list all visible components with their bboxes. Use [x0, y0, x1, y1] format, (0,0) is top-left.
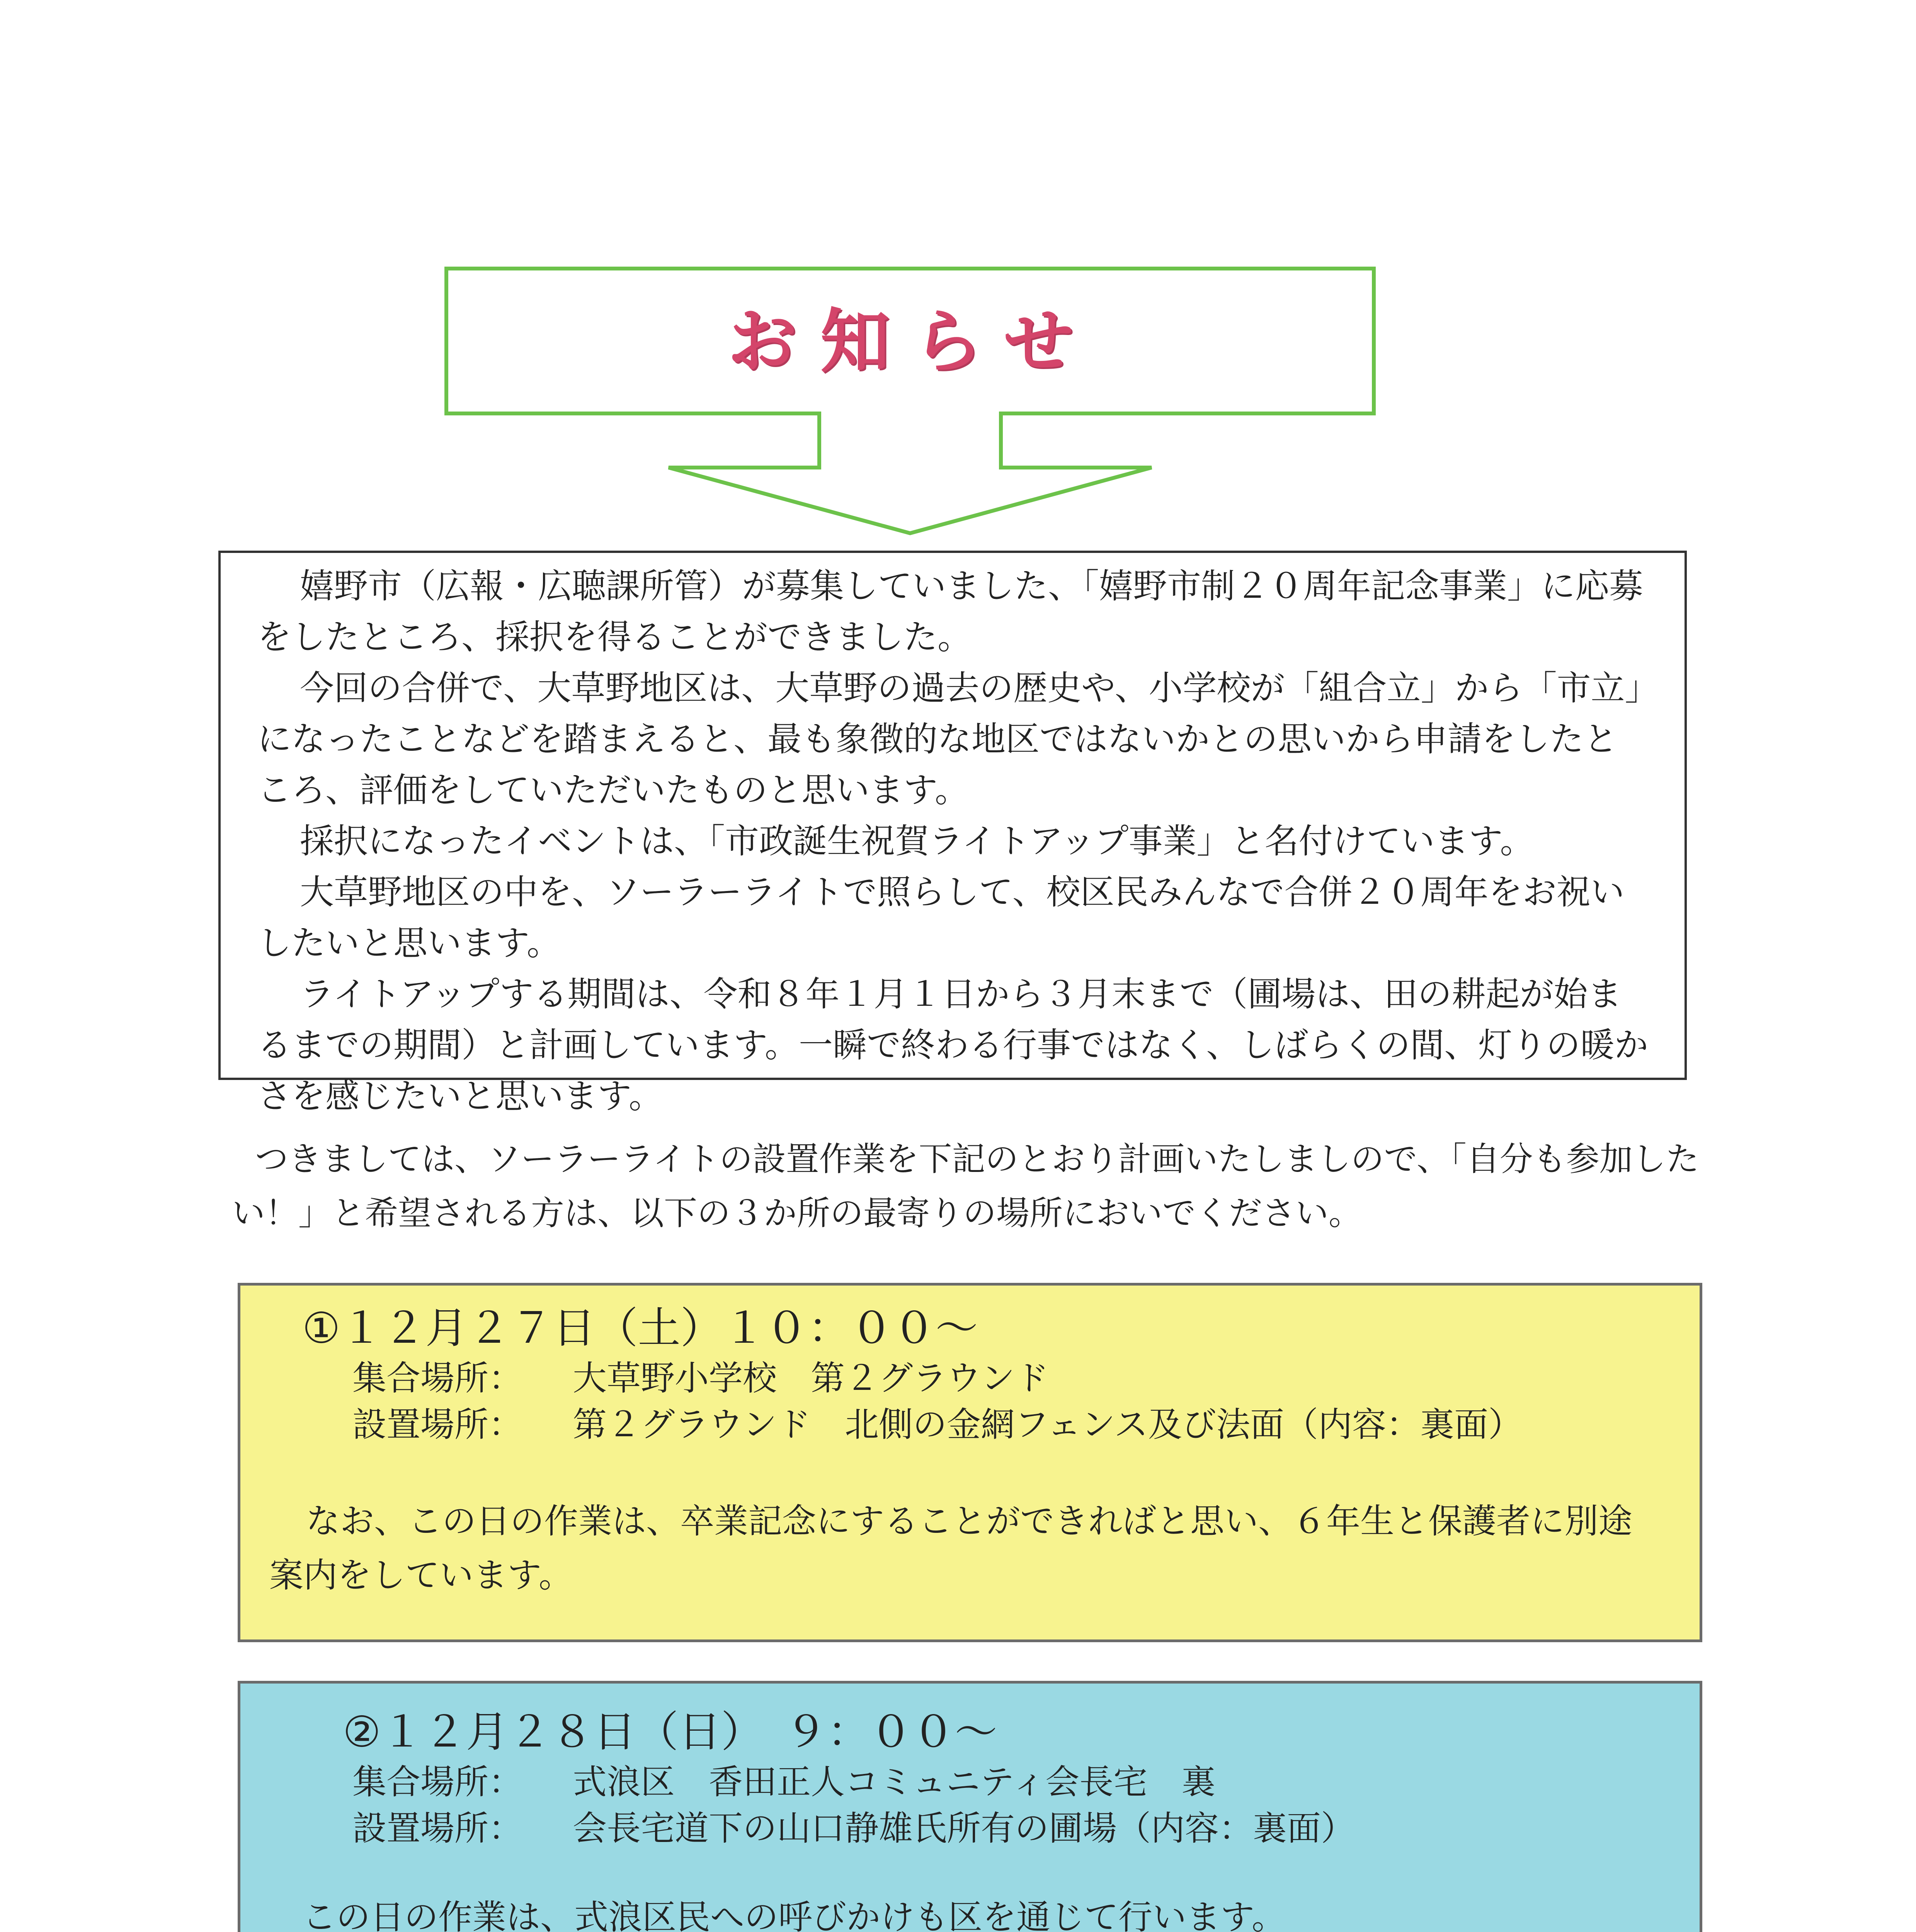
event-box-1 [238, 1283, 1702, 1642]
banner-title: お知らせ [727, 301, 1097, 382]
install-value: 第２グラウンド 北側の金網フェンス及び法面（内容：裏面） [573, 1405, 1522, 1444]
event-1-gather [352, 1355, 1049, 1401]
install-label: 設置場所： [352, 1808, 523, 1848]
gather-label: 集合場所： [352, 1762, 523, 1802]
lead-text: つきましては、ソーラーライトの設置作業を下記のとおり計画いたしましので、「自分も参加したい！」と希望される方は、以下の３か所の最寄りの場所においでください。 [232, 1140, 1699, 1233]
intro-paragraph-4: 大草野地区の中を、ソーラーライトで照らして、校区民みんなで合併２０周年をお祝いしたいと思います。 [257, 872, 1625, 963]
event-1-title: ①１２月２７日（土）１０：００～ [302, 1303, 978, 1353]
install-value: 会長宅道下の山口静雄氏所有の圃場（内容：裏面） [573, 1808, 1355, 1848]
event-2-gather [352, 1759, 1215, 1805]
intro-paragraph-2: 今回の合併で、大草野地区は、大草野の過去の歴史や、小学校が「組合立」から「市立」になったことなどを踏まえると、最も象徴的な地区ではないかとの思いから申請をしたところ、評価をしていただいたものと思います。 [257, 668, 1642, 810]
event-box-2 [238, 1681, 1702, 1932]
install-label: 設置場所： [352, 1405, 523, 1444]
intro-paragraph-1: 嬉野市（広報・広聴課所管）が募集していました、「嬉野市制２０周年記念事業」に応募をしたところ、採択を得ることができました。 [257, 566, 1644, 657]
event-2-install [352, 1805, 1355, 1852]
event-1-install [352, 1401, 1522, 1448]
event-1-note: なお、この日の作業は、卒業記念にすることができればと思い、６年生と保護者に別途案内をしています。 [269, 1501, 1633, 1595]
gather-value: 式浪区 香田正人コミュニティ会長宅 裏 [573, 1762, 1216, 1802]
gather-label: 集合場所： [352, 1358, 523, 1398]
event-2-title: ②１２月２８日（日） ９：００～ [343, 1707, 997, 1757]
intro-box [218, 551, 1687, 1116]
gather-value: 大草野小学校 第２グラウンド [573, 1358, 1049, 1398]
event-2-note: この日の作業は、式浪区民への呼びかけも区を通じて行います。 [302, 1897, 1286, 1932]
intro-paragraph-3: 採択になったイベントは、「市政誕生祝賀ライトアップ事業」と名付けています。 [300, 821, 1534, 861]
intro-paragraph-5: ライトアップする期間は、令和８年１月１日から３月末まで（圃場は、田の耕起が始まるまでの期間）と計画しています。一瞬で終わる行事ではなく、しばらくの間、灯りの暖かさを感じたいと思います。 [257, 974, 1649, 1116]
